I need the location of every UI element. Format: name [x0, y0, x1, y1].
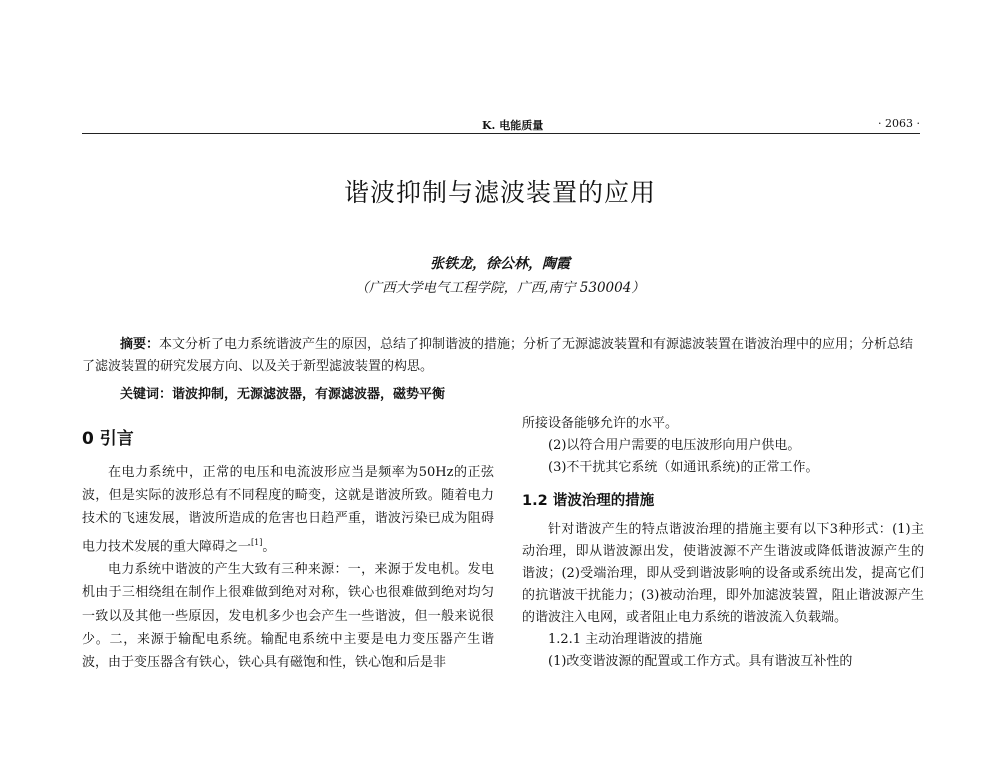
left-column	[82, 427, 494, 674]
intro-paragraph-1-text: 在电力系统中，正常的电压和电流波形应当是频率为50Hz的正弦波，但是实际的波形总有不同程度的畸变，这就是谐波所致。随着电力技术的飞速发展，谐波所造成的危害也日趋严重，谐波污染已成为阻碍电力技术发展的重大障碍之一	[82, 465, 494, 554]
citation-ref: [1]	[251, 537, 263, 547]
intro-paragraph-1-end: 。	[262, 538, 276, 554]
abstract-text: 本文分析了电力系统谐波产生的原因，总结了抑制谐波的措施；分析了无源滤波装置和有源滤波装置在谐波治理中的应用；分析总结了滤波装置的研究发展方向、以及关于新型滤波装置的构思。	[82, 337, 914, 374]
affiliation: （广西大学电气工程学院，广西,南宁 530004）	[355, 280, 645, 296]
subsection-heading: 1.2 谐波治理的措施	[522, 493, 655, 509]
right-column	[522, 413, 924, 673]
intro-paragraph-1	[82, 461, 494, 558]
author-list: 张铁龙，徐公林，陶霞	[430, 256, 570, 272]
abstract	[82, 334, 922, 378]
header-rule	[82, 133, 920, 134]
measures-paragraph: 针对谐波产生的特点谐波治理的措施主要有以下3种形式：(1)主动治理，即从谐波源出发，使谐波源不产生谐波或降低谐波源产生的谐波；(2)受端治理，即从受到谐波影响的设备或系统出发，提高它们的抗谐波干扰能力；(3)被动治理，即外加滤波装置，阻止谐波源产生的谐波注入电网，或者阻止电力系统的谐波流入负载端。	[522, 522, 924, 625]
subsubsection-heading: 1.2.1 主动治理谐波的措施	[548, 632, 703, 647]
abstract-label: 摘要：	[120, 337, 160, 352]
section-heading-intro: 0 引言	[82, 429, 134, 449]
intro-paragraph-2: 电力系统中谐波的产生大致有三种来源：一，来源于发电机。发电机由于三相绕组在制作上很难做到绝对对称，铁心也很难做到绝对均匀一致以及其他一些原因，发电机多少也会产生一些谐波，但一般来说很少。二，来源于输配电系统。输配电系统中主要是电力变压器产生谐波，由于变压器含有铁心，铁心具有磁饱和性，铁心饱和后是非	[82, 562, 494, 670]
paper-title: 谐波抑制与滤波装置的应用	[343, 178, 656, 207]
running-header	[82, 113, 920, 133]
keywords-label: 关键词：	[120, 387, 173, 402]
continued-line: 所接设备能够允许的水平。	[522, 416, 679, 431]
measures-last-line: (1)改变谐波源的配置或工作方式。具有谐波互补性的	[548, 654, 853, 669]
keywords	[120, 384, 920, 406]
journal-section: K. 电能质量	[482, 119, 544, 132]
list-item-2: (2)以符合用户需要的电压波形向用户供电。	[548, 438, 801, 453]
list-item-3: (3)不干扰其它系统（如通讯系统)的正常工作。	[548, 460, 819, 475]
keywords-text: 谐波抑制，无源滤波器，有源滤波器，磁势平衡	[172, 387, 446, 402]
page-number: · 2063 ·	[878, 117, 920, 130]
